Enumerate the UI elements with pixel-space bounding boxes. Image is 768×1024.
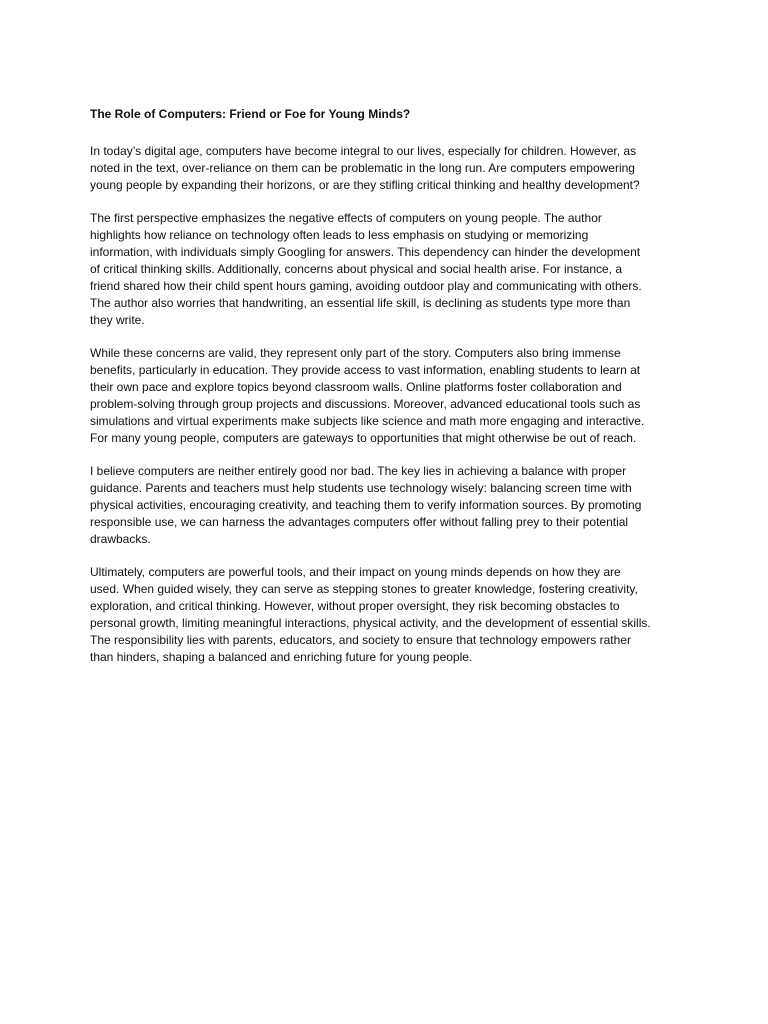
paragraph-line: The first perspective emphasizes the negative effects of computers on young people. The author bbox=[90, 211, 602, 225]
paragraph-line: their own pace and explore topics beyond classroom walls. Online platforms foster collaboration and bbox=[90, 380, 622, 394]
paragraph-line: For many young people, computers are gateways to opportunities that might otherwise be out of reach. bbox=[90, 431, 637, 445]
paragraph-1 bbox=[90, 143, 682, 194]
paragraph-line: The responsibility lies with parents, educators, and society to ensure that technology empowers rather bbox=[90, 633, 631, 647]
paragraph-5 bbox=[90, 564, 682, 666]
paragraph-line: used. When guided wisely, they can serve as stepping stones to greater knowledge, fostering creativity, bbox=[90, 582, 638, 596]
paragraph-line: of critical thinking skills. Additionally, concerns about physical and social health arise. For instance, a bbox=[90, 262, 623, 276]
paragraph-line: In today’s digital age, computers have become integral to our lives, especially for children. However, as bbox=[90, 144, 637, 158]
paragraph-line: they write. bbox=[90, 313, 145, 327]
paragraph-line: benefits, particularly in education. They provide access to vast information, enabling students to learn at bbox=[90, 363, 641, 377]
paragraph-line: friend shared how their child spent hours gaming, avoiding outdoor play and communicating with others. bbox=[90, 279, 642, 293]
paragraph-line: simulations and virtual experiments make subjects like science and math more engaging and interactive. bbox=[90, 414, 645, 428]
paragraph-line: than hinders, shaping a balanced and enriching future for young people. bbox=[90, 650, 473, 664]
document-body bbox=[90, 106, 682, 682]
paragraph-line: exploration, and critical thinking. However, without proper oversight, they risk becoming obstacles to bbox=[90, 599, 620, 613]
paragraph-line: physical activities, encouraging creativity, and teaching them to verify information sources. By promoting bbox=[90, 498, 642, 512]
paragraph-line: highlights how reliance on technology often leads to less emphasis on studying or memorizing bbox=[90, 228, 589, 242]
paragraph-line: problem-solving through group projects and discussions. Moreover, advanced educational tools such as bbox=[90, 397, 641, 411]
paragraph-line: While these concerns are valid, they represent only part of the story. Computers also bring immense bbox=[90, 346, 621, 360]
paragraph-line: drawbacks. bbox=[90, 532, 151, 546]
paragraph-line: young people by expanding their horizons, or are they stifling critical thinking and healthy development? bbox=[90, 178, 640, 192]
paragraph-line: information, with individuals simply Googling for answers. This dependency can hinder the development bbox=[90, 245, 641, 259]
paragraph-4 bbox=[90, 463, 682, 548]
paragraph-line: The author also worries that handwriting, an essential life skill, is declining as students type more than bbox=[90, 296, 631, 310]
paragraph-line: responsible use, we can harness the advantages computers offer without falling prey to their potential bbox=[90, 515, 629, 529]
paragraph-line: noted in the text, over-reliance on them can be problematic in the long run. Are computers empowering bbox=[90, 161, 635, 175]
document-title: The Role of Computers: Friend or Foe for Young Minds? bbox=[90, 107, 411, 121]
paragraph-line: Ultimately, computers are powerful tools, and their impact on young minds depends on how they are bbox=[90, 565, 621, 579]
paragraph-line: personal growth, limiting meaningful interactions, physical activity, and the development of essential skills. bbox=[90, 616, 651, 630]
paragraph-line: guidance. Parents and teachers must help students use technology wisely: balancing screen time with bbox=[90, 481, 632, 495]
paragraph-2 bbox=[90, 210, 682, 329]
paragraph-3 bbox=[90, 345, 682, 447]
paragraph-line: I believe computers are neither entirely good nor bad. The key lies in achieving a balance with proper bbox=[90, 464, 627, 478]
